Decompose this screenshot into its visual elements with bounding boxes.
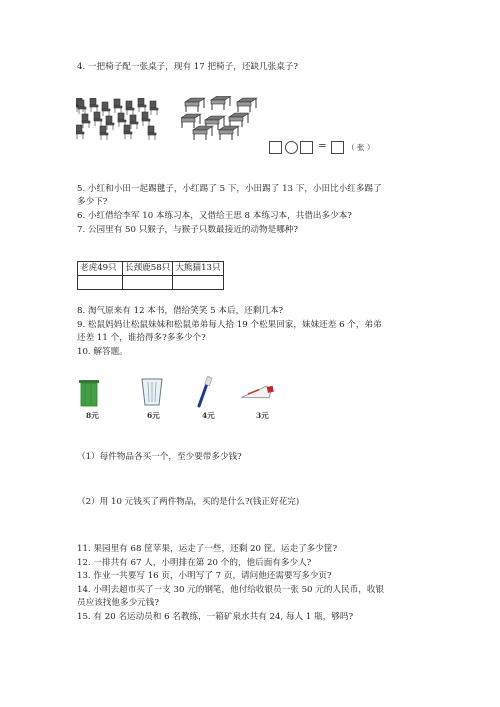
question-13: 13. 作业一共要写 16 页，小明写了 7 页，请问他还需要写多少页? — [77, 571, 332, 581]
towel-icon — [77, 378, 101, 408]
question-15: 15. 有 20 名运动员和 6 名教练，一箱矿泉水共有 24, 每人 1 瓶，够吗? — [77, 612, 354, 622]
answer-cell[interactable] — [123, 276, 173, 290]
table-cell: 长颈鹿58只 — [123, 262, 173, 276]
unit-label: （ 张 ） — [347, 142, 375, 152]
question-9-line-1: 9. 松鼠妈妈让松鼠妹妹和松鼠弟弟每人拾 19 个松果回家，妹妹还差 6 个，弟弟 — [77, 320, 382, 330]
table-cell: 老虎49只 — [78, 262, 123, 276]
question-12: 12. 一排共有 67 人，小明排在第 20 个的，他后面有多少人? — [77, 558, 312, 568]
answer-box[interactable] — [331, 141, 344, 154]
towel-price: 8元 — [86, 411, 99, 420]
toothbrush-icon — [193, 376, 213, 410]
question-14-line-2: 员应该找他多少元钱? — [77, 598, 159, 608]
toothbrush-price: 4元 — [202, 411, 215, 420]
chairs-illustration — [76, 98, 166, 140]
question-10-sub-2: （2）用 10 元钱买了两件物品，买的是什么?(钱正好花完) — [77, 497, 300, 507]
table-cell: 大熊猫13只 — [173, 262, 223, 276]
animal-table — [77, 261, 224, 290]
toothpaste-price: 3元 — [256, 411, 269, 420]
desks-illustration — [181, 96, 261, 142]
operator-circle[interactable] — [285, 141, 298, 154]
answer-box[interactable] — [300, 141, 313, 154]
toothpaste-icon — [238, 382, 278, 406]
cup-price: 6元 — [147, 411, 160, 420]
answer-equation — [269, 141, 374, 154]
equals-sign: = — [318, 141, 327, 153]
answer-cell[interactable] — [173, 276, 223, 290]
answer-box[interactable] — [269, 141, 282, 154]
question-4: 4. 一把椅子配一张桌子，现有 17 把椅子，还缺几张桌子? — [77, 62, 299, 72]
question-10-title: 10. 解答题。 — [77, 347, 128, 357]
table-answer-row — [78, 276, 224, 290]
cup-icon — [138, 376, 166, 408]
table-header-row — [78, 262, 224, 276]
question-9-line-2: 还差 11 个，谁拾得多?多多少个? — [77, 333, 206, 343]
question-5-line-2: 多少下? — [77, 197, 108, 207]
question-10-sub-1: （1）每件物品各买一个，至少要带多少钱? — [77, 452, 242, 462]
question-14-line-1: 14. 小明去超市买了一支 30 元的钢笔，他付给收银员一张 50 元的人民币，收银 — [77, 585, 385, 595]
question-6: 6. 小红借给李军 10 本练习本，又借给王思 8 本练习本，共借出多少本? — [77, 211, 352, 221]
question-11: 11. 果园里有 68 筐苹果，运走了一些，还剩 20 筐。运走了多少筐? — [77, 544, 338, 554]
question-8: 8. 淘气原来有 12 本书，借给笑笑 5 本后，还剩几本? — [77, 306, 284, 316]
question-5-line-1: 5. 小红和小田一起踢毽子，小红踢了 5 下，小田踢了 13 下，小田比小红多踢了 — [77, 184, 382, 194]
question-7: 7. 公园里有 50 只猴子，与猴子只数最接近的动物是哪种? — [77, 225, 299, 235]
answer-cell[interactable] — [78, 276, 123, 290]
